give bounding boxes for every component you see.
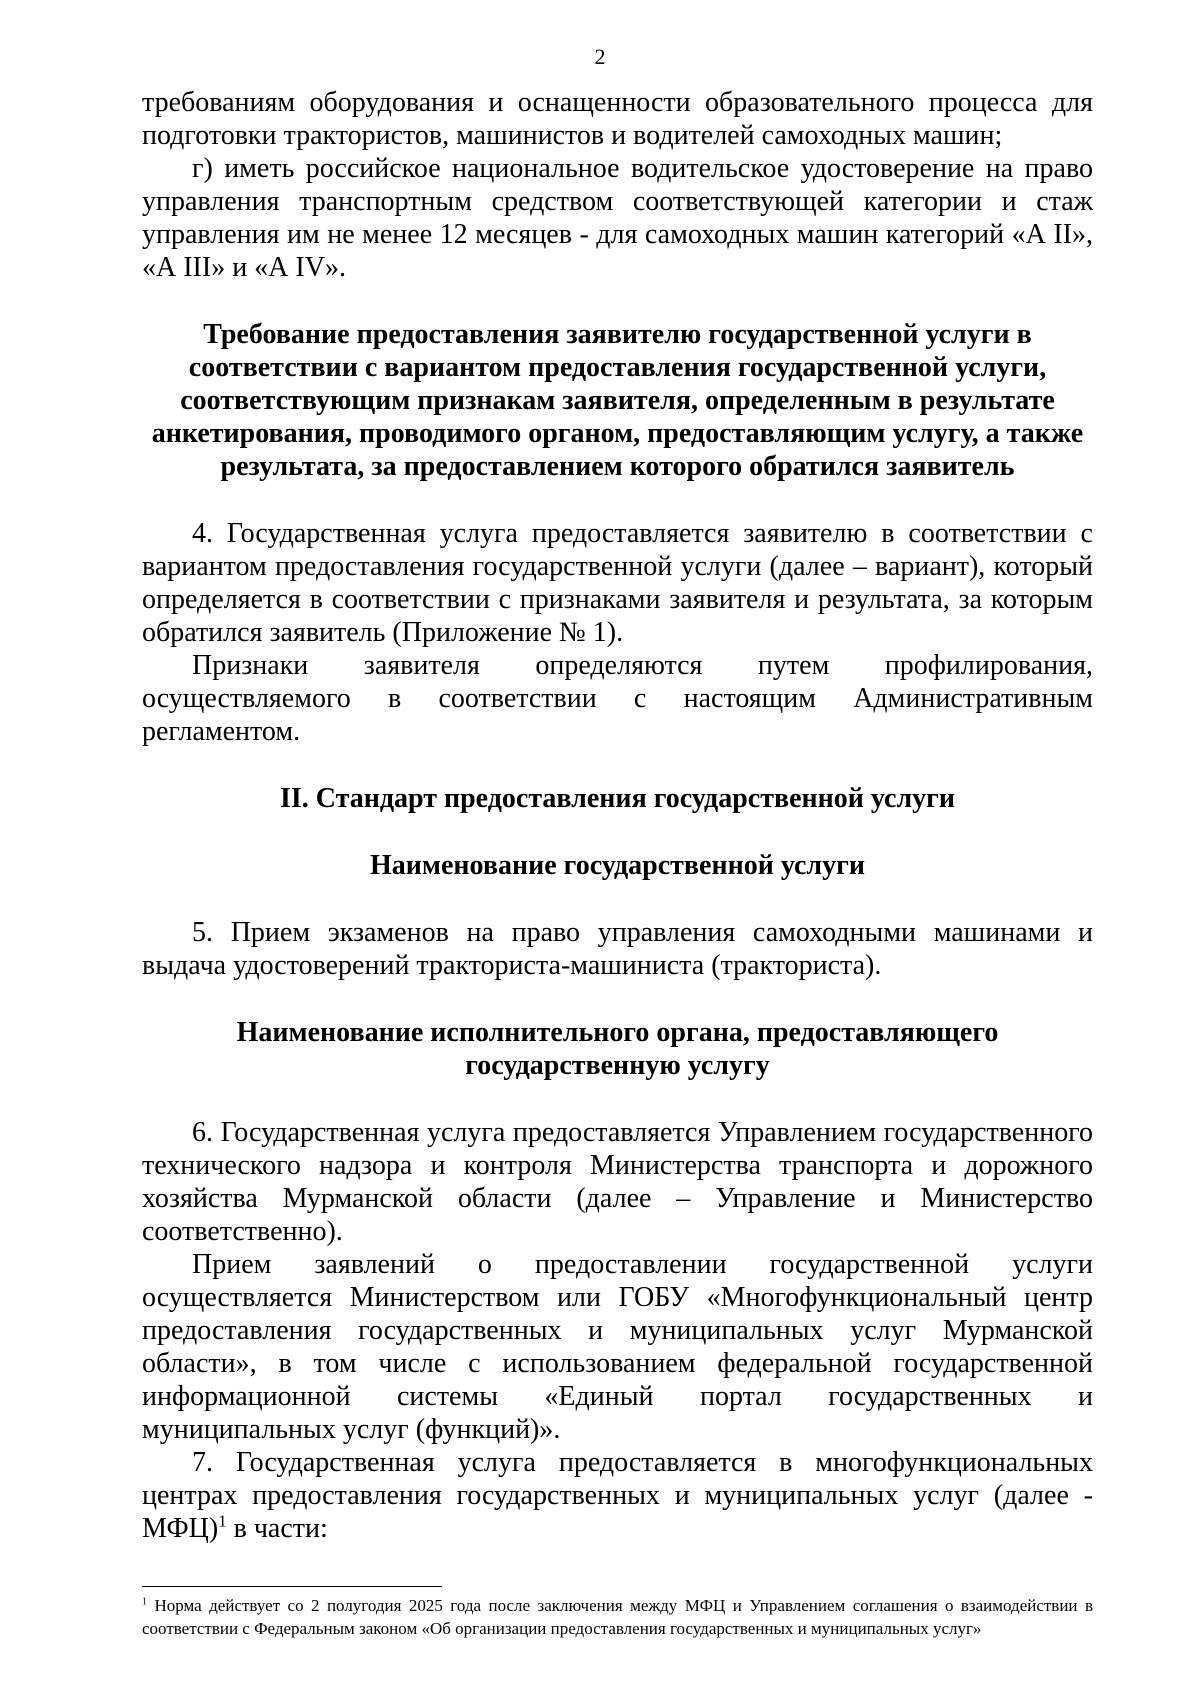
spacer xyxy=(142,483,1093,517)
chapter-heading-standard: II. Стандарт предоставления государственной услуги xyxy=(279,783,956,814)
footnote-marker: 1 xyxy=(142,1596,148,1608)
section-heading-variant: Требование предоставления заявителю государственной услуги в соответствии с вариантом предоставления государственной услуги, соответствующим признакам заявителя, определенным в результате анкетирования, проводимого органом, предоставляющим услугу, а также результата, за предоставлением которого обратился заявитель xyxy=(151,319,1084,482)
footnote xyxy=(142,1594,1093,1640)
paragraph-6: 6. Государственная услуга предоставляется Управлением государственного технического надзора и контроля Министерства транспорта и дорожного хозяйства Мурманской области (далее – Управление и Министерство соответственно). xyxy=(142,1117,1093,1247)
document-body xyxy=(142,86,1093,1545)
footnote-text: Норма действует со 2 полугодия 2025 года после заключения между МФЦ и Управлением соглашения о взаимодействии в соответствии с Федеральным законом «Об организации предоставления государственных и муниципальных услуг» xyxy=(142,1596,1093,1638)
paragraph-4: 4. Государственная услуга предоставляется заявителю в соответствии с вариантом предоставления государственной услуги (далее – вариант), который определяется в соответствии с признаками заявителя и результата, за которым обратился заявитель (Приложение № 1). xyxy=(142,518,1093,648)
paragraph-7 xyxy=(142,1446,1093,1545)
footnote-reference: 1 xyxy=(218,1511,227,1531)
paragraph-5: 5. Прием экзаменов на право управления самоходными машинами и выдача удостоверений тракториста-машиниста (тракториста). xyxy=(142,917,1093,981)
spacer xyxy=(142,882,1093,916)
paragraph-item-g: г) иметь российское национальное водительское удостоверение на право управления транспортным средством соответствующей категории и стаж управления им не менее 12 месяцев - для самоходных машин категорий «А II», «А III» и «А IV». xyxy=(142,153,1093,283)
paragraph-applications: Прием заявлений о предоставлении государственной услуги осуществляется Министерством или ГОБУ «Многофункциональный центр предоставления государственных и муниципальных услуг Мурманской области», в том числе с использованием федеральной государственной информационной системы «Единый портал государственных и муниципальных услуг (функций)». xyxy=(142,1249,1093,1445)
paragraph-7-text: 7. Государственная услуга предоставляется в многофункциональных центрах предоставления государственных и муниципальных услуг (далее - МФЦ) xyxy=(142,1447,1093,1544)
page-number: 2 xyxy=(594,44,606,69)
spacer xyxy=(142,748,1093,782)
section-heading-service-name: Наименование государственной услуги xyxy=(370,850,865,881)
spacer xyxy=(142,284,1093,318)
spacer xyxy=(142,815,1093,849)
spacer xyxy=(142,1082,1093,1116)
footnote-separator xyxy=(142,1586,442,1587)
paragraph-applicant-features: Признаки заявителя определяются путем профилирования, осуществляемого в соответствии с настоящим Административным регламентом. xyxy=(142,650,1093,747)
paragraph-7-tail: в части: xyxy=(226,1513,328,1544)
section-heading-executive-body: Наименование исполнительного органа, предоставляющего государственную услугу xyxy=(236,1017,999,1081)
paragraph-continuation: требованиям оборудования и оснащенности образовательного процесса для подготовки трактористов, машинистов и водителей самоходных машин; xyxy=(142,87,1093,151)
spacer xyxy=(142,982,1093,1016)
